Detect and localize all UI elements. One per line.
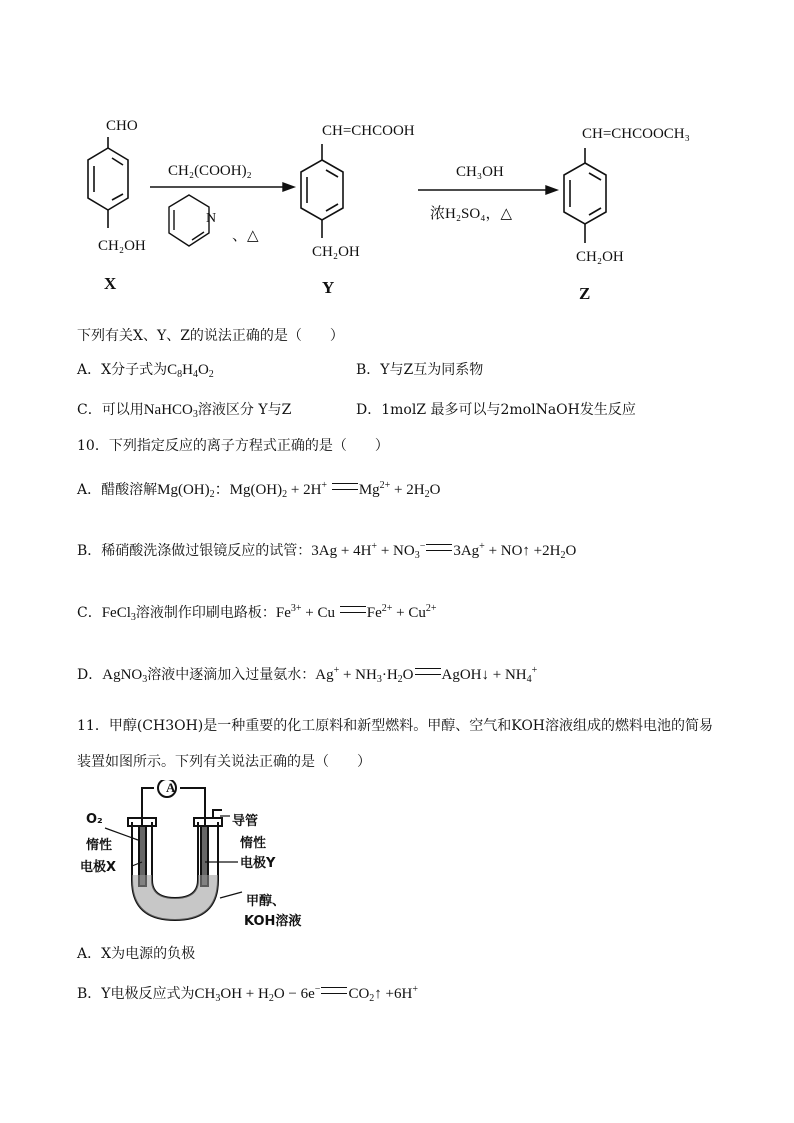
- reagent-conditions-2: 浓H₂SO₄，△: [430, 206, 513, 222]
- q10-stem: 10．下列指定反应的离子方程式正确的是（ ）: [77, 438, 389, 454]
- apparatus-inert-label-x: 惰性: [86, 838, 113, 853]
- q11-option-b-equation: $CH_3OH + H_2O - 6e^-$ $CO_2↑ +6H^+$: [194, 984, 418, 1004]
- reaction-arrow-2: [418, 186, 557, 194]
- apparatus-electrode-y-label: 电极Y: [240, 856, 276, 871]
- y-bottom-group: CH₂OH: [312, 244, 360, 260]
- ammeter-label: A: [166, 780, 176, 795]
- compound-label-x: X: [104, 274, 117, 293]
- z-top-group: CH=CHCOOCH₃: [582, 126, 690, 142]
- q11-option-b: B．Y电极反应式为$CH_3OH + H_2O - 6e^-$ $CO_2↑ +6H^+$: [77, 984, 418, 1004]
- apparatus-solution-label-2: KOH溶液: [244, 914, 302, 929]
- q10-option-d: D．AgNO$_3$溶液中逐滴加入过量氨水：$Ag^+ + NH_3\cdot H_2O$ AgOH↓ + $NH_4^+$: [77, 665, 538, 685]
- q11-stem-line1: 11．甲醇(CH3OH)是一种重要的化工原料和新型燃料。甲醇、空气和KOH溶液组成的燃料电池的简易: [77, 718, 714, 734]
- y-top-group: CH=CHCOOH: [322, 123, 415, 139]
- reagent-malonic-acid: CH₂(COOH)₂: [168, 163, 252, 179]
- q10-option-b-equation: $3Ag + 4H^+ + NO_3^-$ 3Ag+ + NO↑ $+2H_2O$: [311, 541, 577, 561]
- reagent-methanol: CH₃OH: [456, 164, 504, 180]
- pyridine-n-atom: N: [206, 211, 217, 226]
- q9-option-a-formula: $C_8H_4O_2$: [167, 362, 214, 380]
- apparatus-solution-label-1: 甲醇、: [246, 894, 286, 909]
- apparatus-o2-label: O₂: [86, 812, 103, 827]
- apparatus-electrode-x-label: 电极X: [80, 860, 117, 875]
- q10-option-a-equation: $Mg(OH)_2$：$Mg(OH)_2 + 2H^+$ $Mg^{2+} + 2H_2O$: [157, 480, 441, 500]
- z-bottom-group: CH₂OH: [576, 249, 624, 265]
- reaction-arrow-1: [150, 183, 294, 191]
- q9-option-c-reagent: NaHCO$_3$: [143, 402, 198, 420]
- x-bottom-group: CH₂OH: [98, 238, 146, 254]
- q9-option-d: D．1molZ 最多可以与2molNaOH发生反应: [356, 402, 636, 418]
- benzene-ring-x: [88, 137, 128, 228]
- reagent-heat-1: 、△: [232, 228, 259, 244]
- pyridine-ring: [169, 195, 209, 246]
- q9-stem: 下列有关X、Y、Z的说法正确的是（ ）: [77, 328, 344, 344]
- q10-option-d-equation: $Ag^+ + NH_3\cdot H_2O$ AgOH↓ + $NH_4^+$: [315, 665, 538, 685]
- reaction-scheme: [0, 0, 794, 310]
- apparatus-inert-label-y: 惰性: [240, 836, 267, 851]
- q11-option-a: A．X为电源的负极: [77, 946, 196, 962]
- q9-option-c: C．可以用NaHCO$_3$溶液区分 Y与Z: [77, 402, 292, 420]
- q10-option-c-equation: $Fe^{3+} + Cu$ $Fe^{2+} + Cu^{2+}$: [275, 603, 437, 621]
- compound-label-z: Z: [579, 284, 591, 303]
- q10-option-c: C．FeCl$_3$溶液制作印刷电路板：$Fe^{3+} + Cu$ $Fe^{2+} + Cu^{2+}$: [77, 603, 437, 623]
- q11-stem-line2: 装置如图所示。下列有关说法正确的是（ ）: [77, 754, 371, 770]
- q9-option-a: A．X分子式为$C_8H_4O_2$: [77, 362, 214, 380]
- q9-option-b: B．Y与Z互为同系物: [356, 362, 484, 378]
- q10-option-b: B．稀硝酸洗涤做过银镜反应的试管：$3Ag + 4H^+ + NO_3^-$ 3Ag+ + NO↑ $+2H_2O$: [77, 541, 577, 561]
- q10-option-a: A．醋酸溶解$Mg(OH)_2$：$Mg(OH)_2 + 2H^+$ $Mg^{2+} + 2H_2O$: [77, 480, 441, 500]
- x-top-group: CHO: [106, 118, 138, 134]
- apparatus-tube-label: 导管: [232, 814, 259, 829]
- benzene-ring-z: [564, 148, 606, 243]
- benzene-ring-y: [301, 144, 343, 238]
- compound-label-y: Y: [322, 278, 335, 297]
